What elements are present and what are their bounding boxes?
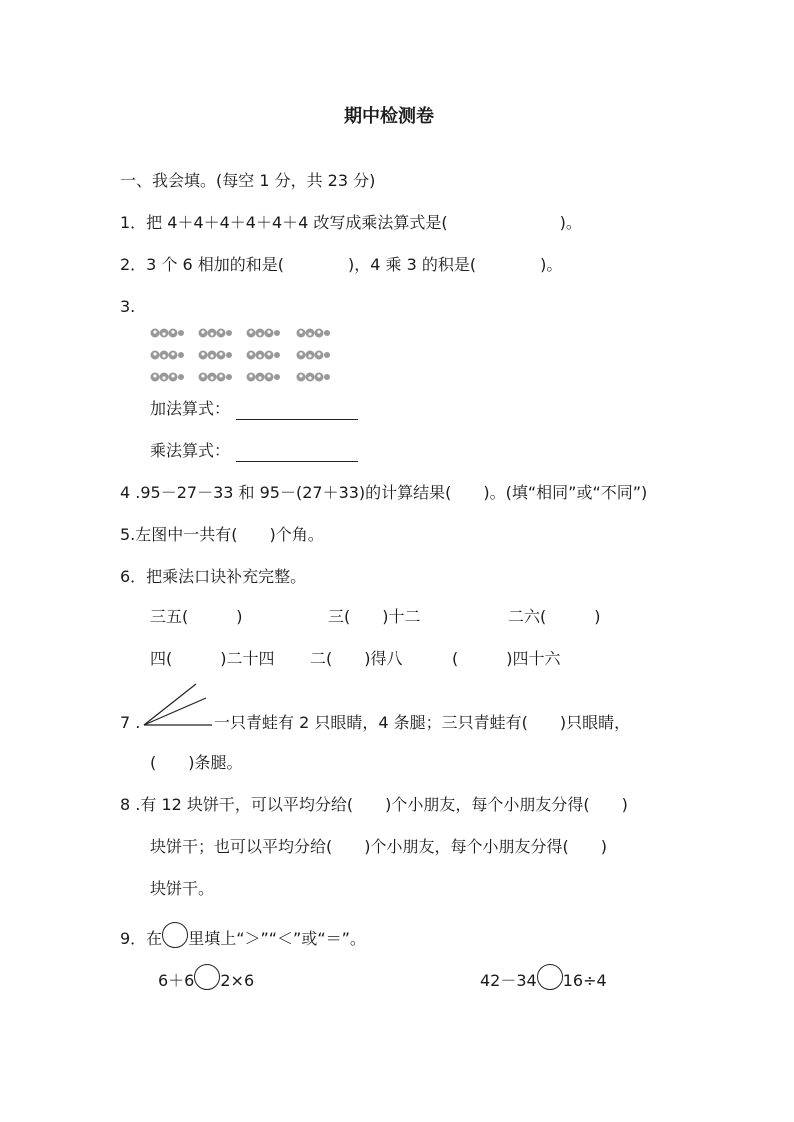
ball-image <box>246 370 280 384</box>
question-1: 1．把 4＋4＋4＋4＋4＋4 改写成乘法算式是( )。 <box>120 213 582 232</box>
multiplication-rhyme-5: 二( )得八 <box>310 649 403 668</box>
circle-blank-icon <box>162 922 188 948</box>
question-7-number: 7 . <box>120 713 141 732</box>
question-9-prefix: 9．在 <box>120 929 163 948</box>
question-5: 5.左图中一共有( )个角。 <box>120 525 324 544</box>
question-8-line-2: 块饼干；也可以平均分给( )个小朋友，每个小朋友分得( ) <box>150 837 607 856</box>
question-8-line-1: 8 .有 12 块饼干，可以平均分给( )个小朋友，每个小朋友分得( ) <box>120 795 628 814</box>
ball-image <box>296 326 330 340</box>
multiplication-rhyme-2: 三( )十二 <box>328 607 421 626</box>
multiplication-rhyme-4: 四( )二十四 <box>150 649 275 668</box>
page-title: 期中检测卷 <box>344 106 434 127</box>
comparison-1-right: 2×6 <box>220 971 255 990</box>
multiplication-answer-blank[interactable] <box>236 443 358 462</box>
section-heading: 一、我会填。(每空 1 分，共 23 分) <box>120 171 376 190</box>
comparison-1-circle[interactable] <box>194 964 220 990</box>
multiplication-rhyme-3: 二六( ) <box>508 607 601 626</box>
ball-image <box>246 326 280 340</box>
question-3-number: 3. <box>120 297 136 316</box>
comparison-2-left: 42－34 <box>480 971 537 990</box>
comparison-2-circle[interactable] <box>537 964 563 990</box>
ball-image <box>198 370 232 384</box>
comparison-1 <box>158 964 254 992</box>
multiplication-rhyme-1: 三五( ) <box>150 607 243 626</box>
comparison-2-right: 16÷4 <box>562 971 607 990</box>
ball-image <box>296 370 330 384</box>
multiplication-label: 乘法算式： <box>150 441 231 460</box>
addition-label: 加法算式： <box>150 399 231 418</box>
question-7-text: 一只青蛙有 2 只眼睛，4 条腿；三只青蛙有( )只眼睛， <box>214 713 631 732</box>
question-2: 2．3 个 6 相加的和是( )，4 乘 3 的积是( )。 <box>120 255 563 274</box>
ball-image <box>150 348 184 362</box>
multiplication-formula-row <box>150 440 358 462</box>
multiplication-rhyme-6: ( )四十六 <box>452 649 561 668</box>
question-7-line-2: ( )条腿。 <box>150 753 243 772</box>
addition-formula-row <box>150 398 358 420</box>
ball-image <box>150 326 184 340</box>
addition-answer-blank[interactable] <box>236 401 358 420</box>
ball-image <box>198 326 232 340</box>
question-8-line-3: 块饼干。 <box>150 879 215 898</box>
comparison-1-left: 6＋6 <box>158 971 195 990</box>
question-9 <box>120 922 366 950</box>
question-4: 4 .95－27－33 和 95－(27＋33)的计算结果( )。(填“相同”或“不同”) <box>120 483 648 502</box>
ball-image <box>150 370 184 384</box>
comparison-2 <box>480 964 607 992</box>
question-6-stem: 6．把乘法口诀补充完整。 <box>120 567 307 586</box>
angle-figure <box>140 680 216 728</box>
ball-image <box>296 348 330 362</box>
ball-image <box>246 348 280 362</box>
question-9-suffix: 里填上“＞”“＜”或“＝”。 <box>188 929 366 948</box>
ball-image <box>198 348 232 362</box>
